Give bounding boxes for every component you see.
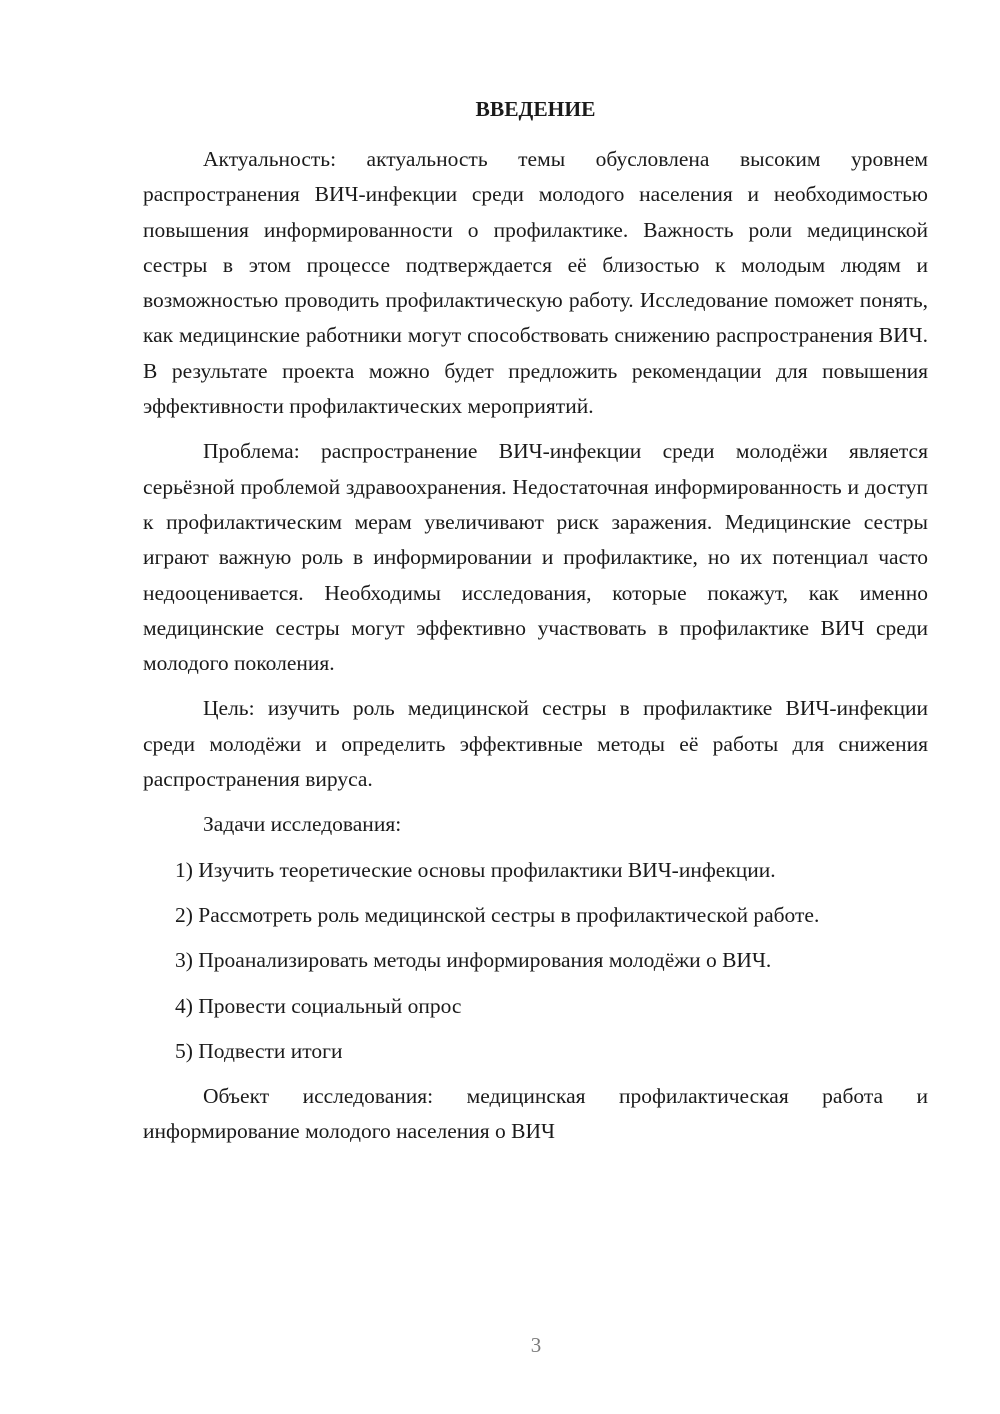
task-item-1: 1) Изучить теоретические основы профилактики ВИЧ-инфекции.: [175, 857, 776, 882]
task-item-2: 2) Рассмотреть роль медицинской сестры в профилактической работе.: [175, 902, 820, 927]
task-list: [143, 853, 928, 1069]
page-content: [143, 92, 928, 1160]
goal-paragraph: Цель: изучить роль медицинской сестры в профилактике ВИЧ-инфекции среди молодёжи и определить эффективные методы её работы для снижения распространения вируса.: [143, 696, 928, 792]
task-item-5: 5) Подвести итоги: [175, 1038, 343, 1063]
relevance-paragraph: Актуальность: актуальность темы обусловлена высоким уровнем распространения ВИЧ-инфекции среди молодого населения и необходимостью повышения информированности о профилактике. Важность роли медицинской сестры в этом процессе подтверждается её близостью к молодым людям и возможностью проводить профилактическую работу. Исследование поможет понять, как медицинские работники могут способствовать снижению распространения ВИЧ. В результате проекта можно будет предложить рекомендации для повышения эффективности профилактических мероприятий.: [143, 147, 928, 419]
tasks-heading: Задачи исследования:: [203, 812, 402, 837]
task-item-3: 3) Проанализировать методы информирования молодёжи о ВИЧ.: [175, 948, 772, 973]
section-title: ВВЕДЕНИЕ: [475, 97, 596, 121]
task-item-4: 4) Провести социальный опрос: [175, 993, 462, 1018]
page-number: 3: [530, 1333, 542, 1357]
object-paragraph: Объект исследования: медицинская профилактическая работа и информирование молодого населения о ВИЧ: [143, 1084, 928, 1144]
problem-paragraph: Проблема: распространение ВИЧ-инфекции среди молодёжи является серьёзной проблемой здравоохранения. Недостаточная информированность и доступ к профилактическим мерам увеличивают риск заражения. Медицинские сестры играют важную роль в информировании и профилактике, но их потенциал часто недооценивается. Необходимы исследования, которые покажут, как именно медицинские сестры могут эффективно участвовать в профилактике ВИЧ среди молодого поколения.: [143, 439, 928, 676]
